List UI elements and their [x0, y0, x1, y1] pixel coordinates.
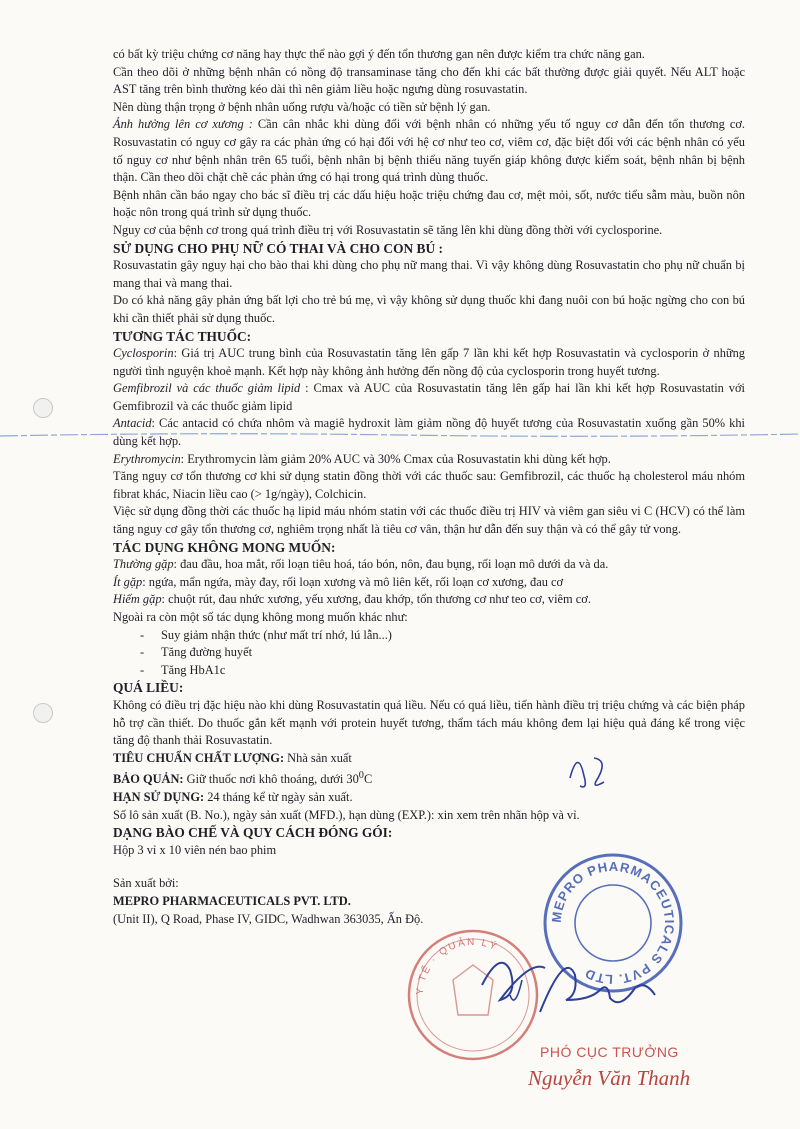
adverse-uncommon-text: : ngứa, mẩn ngứa, mày đay, rối loạn xương và mô liên kết, rối loạn cơ xương, đau cơ: [142, 574, 564, 589]
cyclosporin-text: : Giá trị AUC trung bình của Rosuvastatin tăng lên gấp 7 lần khi kết hợp Rosuvastatin và cyclosporin ở những người tình nguyện khoẻ mạnh. Kết hợp này không ảnh hưởng đến nồng độ của cyclosporin trong huyết tương.: [113, 346, 745, 378]
pregnancy-paragraph-1: Rosuvastatin gây nguy hại cho bào thai khi dùng cho phụ nữ mang thai. Vì vậy không dùng Rosuvastatin cho phụ nữ chuẩn bị mang thai và mang thai.: [113, 258, 745, 290]
manufacturer-address: (Unit II), Q Road, Phase IV, GIDC, Wadhwan 363035, Ấn Độ.: [113, 911, 424, 926]
adverse-bullet-list: [113, 627, 745, 680]
adverse-common-text: : đau đầu, hoa mắt, rối loạn tiêu hoá, táo bón, nôn, đau bụng, rối loạn mô dưới da và da.: [173, 557, 609, 572]
adverse-rare: [113, 591, 745, 609]
signature-strokes: [470, 940, 690, 1040]
manufacturer-name: MEPRO PHARMACEUTICALS PVT. LTD.: [113, 894, 351, 909]
storage-line: [113, 767, 745, 789]
erythromycin-label: Erythromycin: [113, 451, 181, 466]
gemfibrozil-paragraph: [113, 380, 745, 415]
overdose-heading: QUÁ LIỀU:: [113, 680, 184, 696]
punch-hole-top: [33, 398, 53, 418]
adverse-rare-text: : chuột rút, đau nhức xương, yếu xương, đau khớp, tổn thương cơ như teo cơ, viêm cơ.: [161, 592, 591, 607]
overdose-paragraph: Không có điều trị đặc hiệu nào khi dùng Rosuvastatin quá liều. Nếu có quá liều, tiến hành điều trị triệu chứng và các biện pháp hỗ trợ cần thiết. Do thuốc gắn kết mạnh với protein huyết tương, thẩm tách máu không đem lại hiệu quả đáng kể trong việc tăng độ thanh thải Rosuvastatin.: [113, 697, 745, 748]
liver-paragraph-3: Nên dùng thận trọng ở bệnh nhân uống rượu và/hoặc có tiền sử bệnh lý gan.: [113, 99, 491, 114]
antacid-text: : Các antacid có chứa nhôm và magiê hydroxit làm giảm nồng độ huyết tương của Rosuvastatin xuống gần 50% khi dùng kết hợp.: [113, 416, 745, 449]
official-name: Nguyễn Văn Thanh: [528, 1066, 691, 1090]
interactions-heading: TƯƠNG TÁC THUỐC:: [113, 328, 252, 344]
adverse-uncommon-label: Ít gặp: [113, 574, 143, 589]
cyclosporin-paragraph: [113, 345, 745, 380]
adverse-heading: TÁC DỤNG KHÔNG MONG MUỐN:: [113, 539, 336, 555]
pregnancy-heading: SỬ DỤNG CHO PHỤ NỮ CÓ THAI VÀ CHO CON BÚ :: [113, 240, 443, 256]
storage-unit: C: [363, 772, 373, 787]
official-title: PHÓ CỤC TRƯỞNG: [540, 1044, 679, 1060]
gemfibrozil-label: Gemfibrozil và các thuốc giảm lipid: [113, 381, 301, 396]
adverse-common: [113, 556, 745, 574]
shelf-value: 24 tháng kể từ ngày sản xuất.: [204, 790, 353, 805]
adverse-uncommon: [113, 574, 745, 592]
list-item: - Tăng đường huyết: [113, 644, 745, 662]
storage-label: BẢO QUẢN:: [113, 772, 184, 787]
pregnancy-paragraph-2: Do có khả năng gây phản ứng bất lợi cho trẻ bú mẹ, vì vậy không sử dụng thuốc khi đang nuôi con bú hoặc ngừng cho con bú khi cần thiết phải sử dụng thuốc.: [113, 293, 745, 325]
shelf-label: HẠN SỬ DỤNG:: [113, 790, 205, 805]
gemfibrozil-text: : Cmax và AUC của Rosuvastatin tăng lên gấp hai lần khi kết hợp Rosuvastatin với Gemfibrozil và các thuốc giảm lipid: [113, 381, 745, 413]
adverse-common-label: Thường gặp: [113, 557, 174, 572]
risk-paragraph: Tăng nguy cơ tổn thương cơ khi sử dụng statin đồng thời với các thuốc sau: Gemfibrozil, các thuốc hạ cholesterol máu nhóm fibrat khác, Niacin liều cao (> 1g/ngày), Colchicin.: [113, 469, 745, 501]
packaging-text: Hộp 3 vỉ x 10 viên nén bao phim: [113, 842, 277, 857]
cyclosporin-label: Cyclosporin: [113, 346, 174, 361]
muscle-label: Ảnh hưởng lên cơ xương :: [113, 117, 253, 132]
official-seal-text: Y TẾ · QUẢN LÝ: [414, 936, 500, 996]
batch-line: Số lô sản xuất (B. No.), ngày sản xuất (MFD.), hạn dùng (EXP.): xin xem trên nhãn hộp và vỉ.: [113, 807, 580, 822]
liver-paragraph-1: có bất kỳ triệu chứng cơ năng hay thực thể nào gợi ý đến tổn thương gan nên được kiểm tra chức năng gan.: [113, 47, 645, 61]
shelf-line: [113, 789, 745, 807]
muscle-paragraph-2: Bệnh nhân cần báo ngay cho bác sĩ điều trị các dấu hiệu hoặc triệu chứng đau cơ, mệt mỏi, sốt, nước tiểu sẫm màu, buồn nôn hoặc nôn trong quá trình sử dụng thuốc.: [113, 187, 745, 220]
storage-degree: 0: [358, 770, 364, 782]
antacid-label: Antacid: [113, 416, 152, 431]
antacid-paragraph: [113, 415, 745, 450]
handwritten-initial-mark: [560, 738, 620, 798]
muscle-text: Cần cân nhắc khi dùng đối với bệnh nhân có những yếu tố nguy cơ dẫn đến tổn thương cơ. Rosuvastatin có nguy cơ gây ra các phản ứng có hại đối với hệ cơ như teo cơ, viêm cơ, đặc biệt đối với các bệnh nhân có yếu tố nguy cơ như bệnh nhân trên 65 tuổi, bệnh nhân bị bệnh thiểu năng tuyến giáp không được kiểm soát, bệnh nhân bị bệnh thận. Cần theo dõi chặt chẽ các phản ứng có hại trong quá trình dùng thuốc.: [113, 117, 746, 185]
list-item: - Suy giảm nhận thức (như mất trí nhớ, lú lẫn...): [113, 627, 745, 645]
quality-label: TIÊU CHUẨN CHẤT LƯỢNG:: [113, 750, 285, 765]
muscle-paragraph-3: Nguy cơ của bệnh cơ trong quá trình điều trị với Rosuvastatin sẽ tăng lên khi dùng đồng thời với cyclosporine.: [113, 222, 663, 237]
packaging-heading: DẠNG BÀO CHẾ VÀ QUY CÁCH ĐÓNG GÓI:: [113, 825, 393, 841]
adverse-other: Ngoài ra còn một số tác dụng không mong muốn khác như:: [113, 610, 408, 624]
list-item: - Tăng HbA1c: [113, 662, 745, 680]
punch-hole-bottom: [33, 703, 53, 723]
official-signature-block: [528, 1044, 740, 1104]
adverse-rare-label: Hiếm gặp: [113, 592, 162, 607]
liver-paragraph-2: Cần theo dõi ở những bệnh nhân có nồng độ transaminase tăng cho đến khi các bất thường được giải quyết. Nếu ALT hoặc AST tăng trên bình thường kéo dài thì nên giảm liều hoặc ngưng dùng rosuvastatin.: [113, 64, 745, 97]
muscle-paragraph: [113, 116, 745, 186]
company-stamp-text: MEPRO PHARMACEUTICALS PVT. LTD: [548, 858, 678, 988]
leaflet-body: [113, 46, 745, 928]
erythromycin-paragraph: [113, 451, 745, 469]
hiv-paragraph: Việc sử dụng đồng thời các thuốc hạ lipid máu nhóm statin với các thuốc điều trị HIV và viêm gan siêu vi C (HCV) có thể làm tăng nguy cơ gây tổn thương cơ, nghiêm trọng nhất là tiêu cơ vân, thận hư dẫn đến suy thận và có thể gây tử vong.: [113, 504, 745, 537]
manufacturer-label: Sản xuất bởi:: [113, 876, 179, 891]
storage-value: Giữ thuốc nơi khô thoáng, dưới 30: [183, 772, 359, 787]
erythromycin-text: : Erythromycin làm giảm 20% AUC và 30% Cmax của Rosuvastatin khi dùng kết hợp.: [180, 451, 611, 466]
quality-line: [113, 750, 745, 768]
quality-value: Nhà sản xuất: [284, 750, 352, 765]
